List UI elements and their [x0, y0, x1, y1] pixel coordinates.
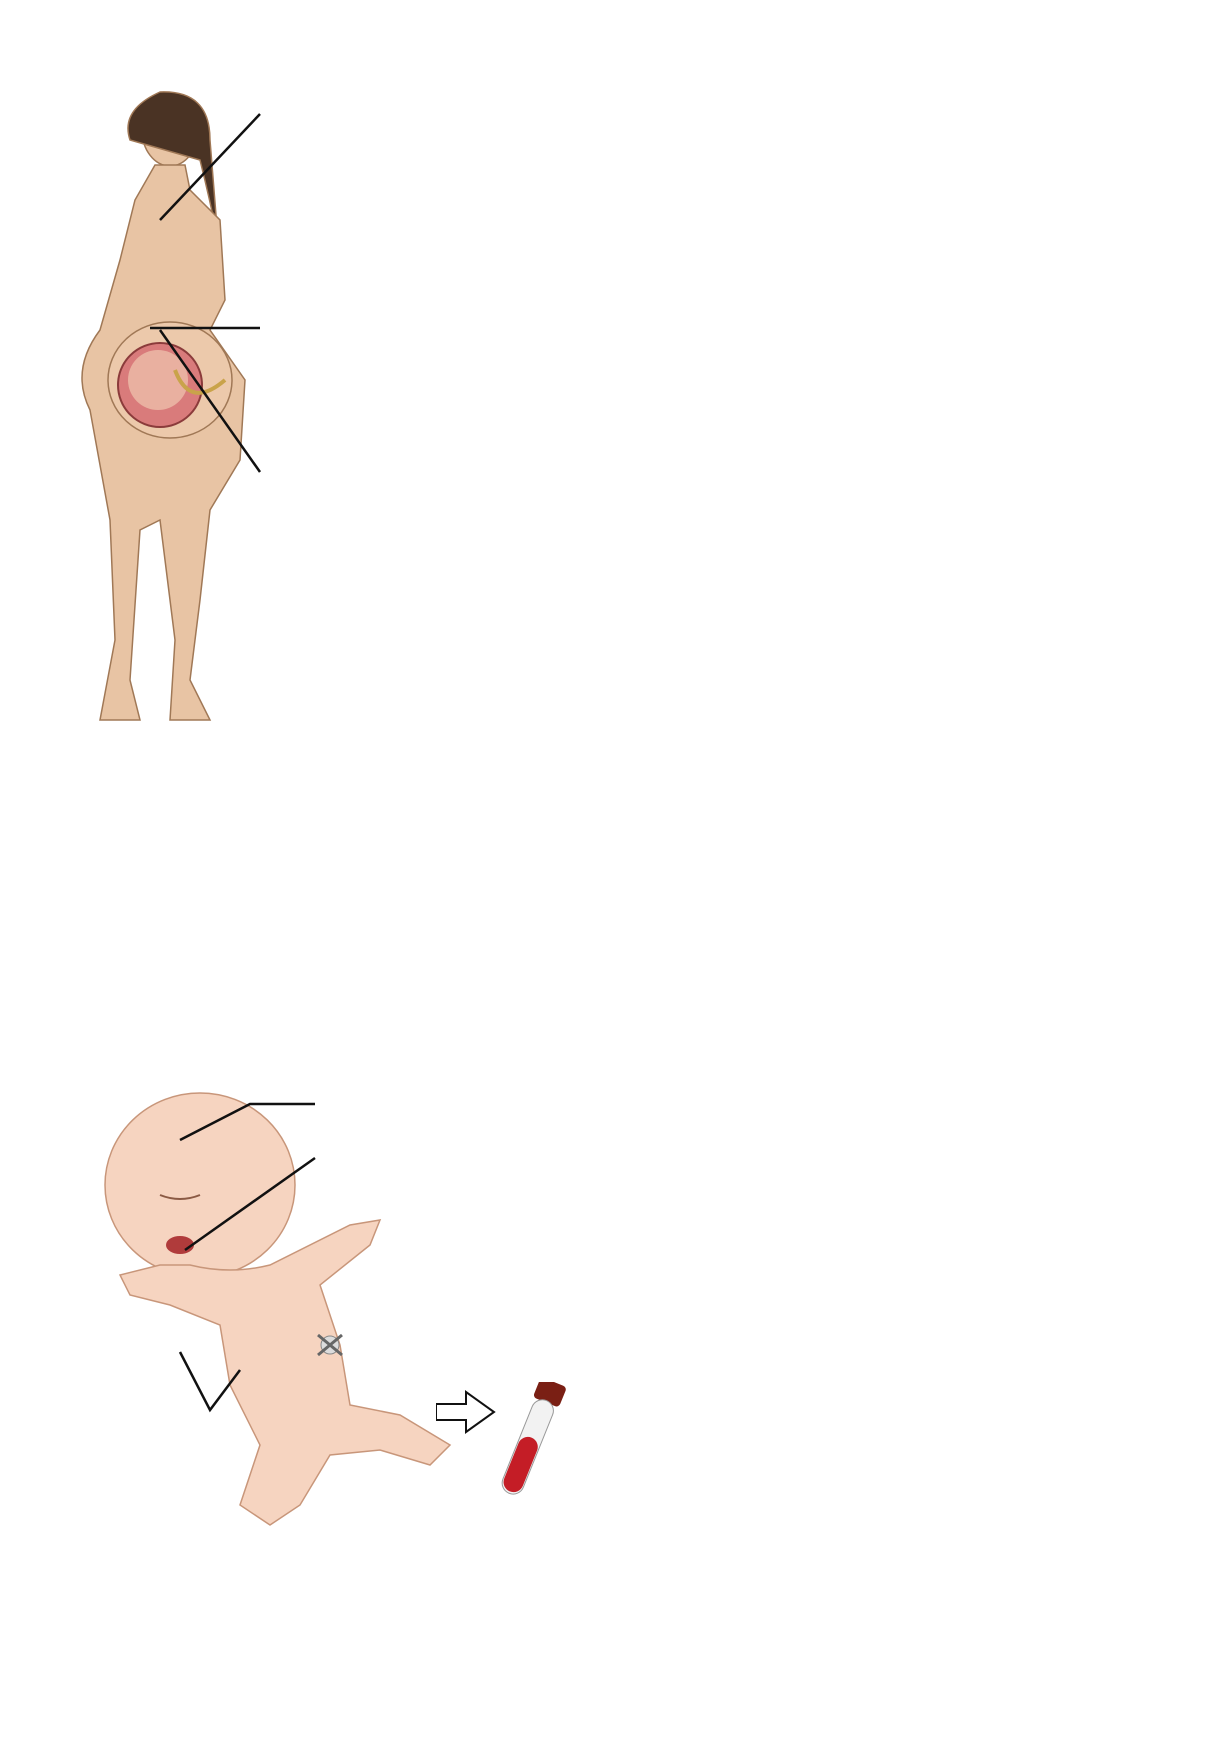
cause-pointer-lines [150, 110, 270, 490]
growth-chart [630, 95, 1190, 835]
infant-pointer-lines [150, 1080, 320, 1430]
circumference-chart [660, 1060, 1160, 1730]
test-tube-illustration [436, 1382, 606, 1512]
arrow-icon [436, 1392, 494, 1432]
